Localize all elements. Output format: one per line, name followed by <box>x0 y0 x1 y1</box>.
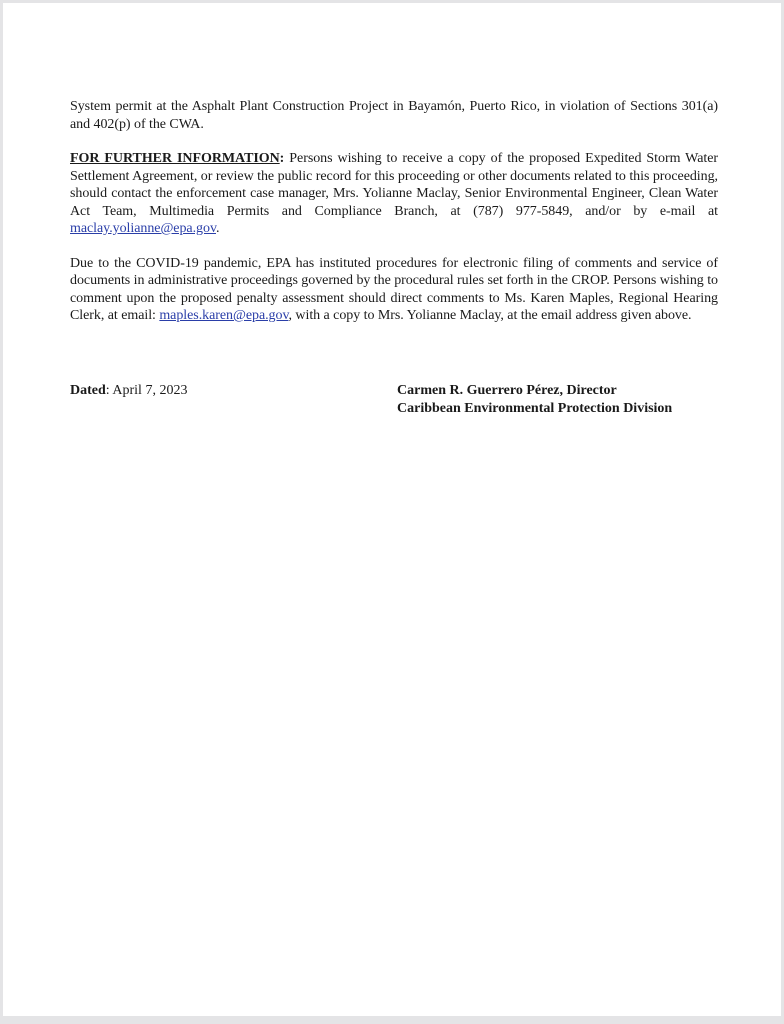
section-heading-further-information: FOR FURTHER INFORMATION <box>70 151 280 166</box>
document-page <box>3 3 781 1016</box>
paragraph-covid-procedures <box>70 255 718 325</box>
paragraph-further-information <box>70 150 718 238</box>
paragraph-text-end: , with a copy to Mrs. Yolianne Maclay, at the email address given above. <box>288 308 692 323</box>
signer-name: Carmen R. Guerrero Pérez, Director <box>397 383 617 398</box>
dated-separator: : <box>105 383 110 398</box>
paragraph-text: Persons wishing to receive a copy of the proposed Expedited Storm Water Settlement Agreement, or review the public record for this proceeding or other documents related to this proceeding, should contact the enforcement case manager, Mrs. Yolianne Maclay, Senior Environmental Engineer, Clean Water Act Team, Multimedia Permits and Compliance Branch, at (787) 977-5849, and/or by e-mail at <box>70 151 718 219</box>
dated-line <box>70 382 187 400</box>
document-body <box>70 98 718 325</box>
dated-value: April 7, 2023 <box>109 383 188 398</box>
paragraph-text-end: . <box>215 221 220 236</box>
paragraph-text: Due to the COVID-19 pandemic, EPA has instituted procedures for electronic filing of comments and service of documents in administrative proceedings governed by the procedural rules set forth in the CROP. Persons wishing to comment upon the proposed penalty assessment should direct comments to Ms. Karen Maples, Regional Hearing Clerk, at email: <box>70 255 718 323</box>
heading-colon: : <box>279 151 285 166</box>
email-link-maples[interactable]: maples.karen@epa.gov <box>159 308 289 323</box>
dated-label: Dated <box>70 383 106 398</box>
email-link-maclay[interactable]: maclay.yolianne@epa.gov <box>70 221 216 236</box>
paragraph-violation-summary <box>70 98 718 133</box>
paragraph-text: System permit at the Asphalt Plant Construction Project in Bayamón, Puerto Rico, in violation of Sections 301(a) and 402(p) of the CWA. <box>70 99 718 132</box>
signer-division: Caribbean Environmental Protection Division <box>397 401 673 416</box>
signer <box>397 382 672 418</box>
